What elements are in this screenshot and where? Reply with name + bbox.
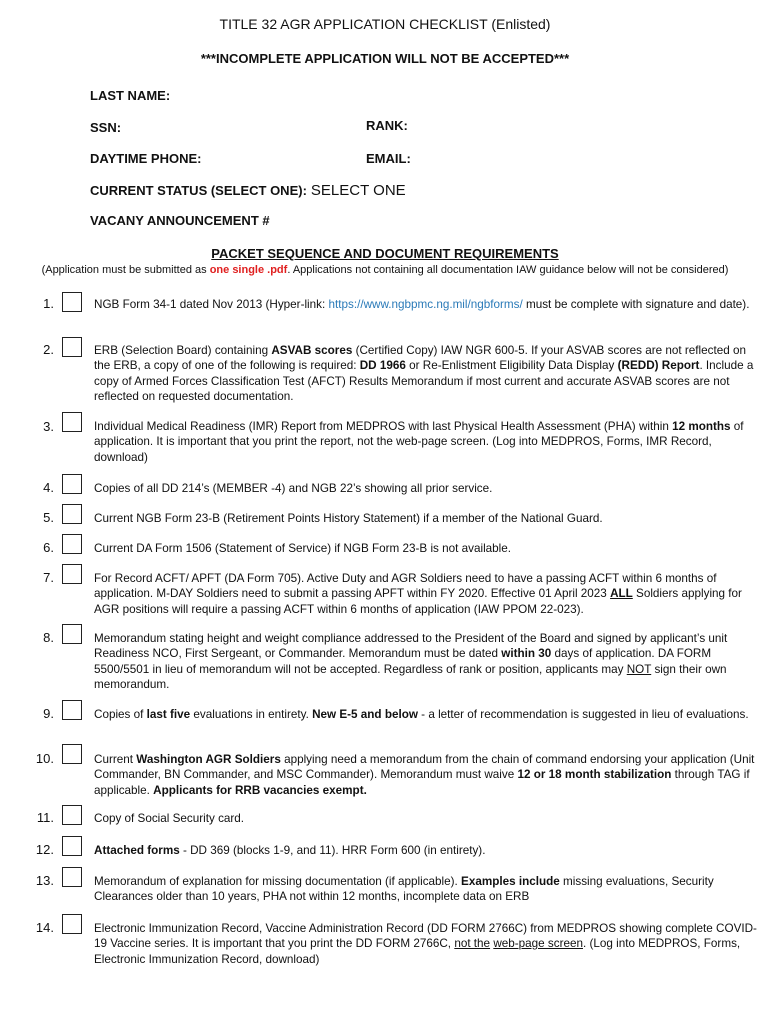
item-number: 11. <box>36 810 54 825</box>
section-heading: PACKET SEQUENCE AND DOCUMENT REQUIREMENTS <box>211 246 559 261</box>
item-text: Memorandum stating height and weight compliance addressed to the President of the Board and signed by applicant’s unit Readiness NCO, First Sergeant, or Commander. Memorandum must be dated within 30 days of application. DA FORM 5500/5501 in lieu of memorandum will not be accepted. Regardless of rank or position, applicants may NOT sign their own memorandum. <box>94 632 728 691</box>
current-status-label: CURRENT STATUS (SELECT ONE): <box>90 183 307 198</box>
email-label: EMAIL: <box>366 151 411 166</box>
item-number: 3. <box>43 419 54 434</box>
page-title: TITLE 32 AGR APPLICATION CHECKLIST (Enlisted) <box>219 16 551 32</box>
item-text: For Record ACFT/ APFT (DA Form 705). Active Duty and AGR Soldiers need to have a passing ACFT within 6 months of application. M-DAY Soldiers need to submit a passing APFT within FY 2020. Effective 01 April 2023 ALL Soldiers applying for AGR positions will require a passing ACFT within 6 months of application (IAW PPOM 22-023). <box>94 572 742 616</box>
item-number: 6. <box>43 540 54 555</box>
item-checkbox[interactable] <box>62 744 82 764</box>
current-status-select[interactable]: SELECT ONE <box>310 182 406 199</box>
item-text: Individual Medical Readiness (IMR) Report from MEDPROS with last Physical Health Assessment (PHA) within 12 months of application. It is important that you print the report, not the web-page screen. (Log into MEDPROS, Forms, IMR Record, download) <box>94 420 744 464</box>
item-text: Current NGB Form 23-B (Retirement Points History Statement) if a member of the National Guard. <box>94 512 603 525</box>
submission-note: (Application must be submitted as one single .pdf. Applications not containing all documentation IAW guidance below will not be considered) <box>41 264 729 276</box>
item-number: 4. <box>43 480 54 495</box>
item-number: 12. <box>35 842 54 857</box>
item-checkbox[interactable] <box>62 836 82 856</box>
item-text: Copy of Social Security card. <box>94 812 245 825</box>
item-text: Attached forms - DD 369 (blocks 1-9, and 11). HRR Form 600 (in entirety). <box>94 844 486 857</box>
item-checkbox[interactable] <box>62 914 82 934</box>
vacancy-announcement-label: VACANY ANNOUNCEMENT # <box>90 213 270 228</box>
item-checkbox[interactable] <box>62 504 82 524</box>
item-number: 13. <box>35 873 54 888</box>
single-pdf-emphasis: one single .pdf <box>209 264 288 276</box>
item-text: NGB Form 34-1 dated Nov 2013 (Hyper-link: https://www.ngbpmc.ng.mil/ngbforms/ must be complete with signature and date). <box>94 298 750 311</box>
item-text: Memorandum of explanation for missing documentation (if applicable). Examples include missing evaluations, Security Clearances older than 10 years, PHA not within 12 months, incomplete data on ERB <box>94 875 714 904</box>
item-checkbox[interactable] <box>62 337 82 357</box>
item-checkbox[interactable] <box>62 700 82 720</box>
item-text: ERB (Selection Board) containing ASVAB scores (Certified Copy) IAW NGR 600-5. If your ASVAB scores are not reflected on the ERB, a copy of one of the following is required: DD 1966 or Re-Enlistment Eligibility Data Display (REDD) Report. Include a copy of Armed Forces Classification Test (AFCT) Results Memorandum if most current and accurate ASVAB scores are not reflected on requested documentation. <box>94 344 754 403</box>
item-checkbox[interactable] <box>62 867 82 887</box>
daytime-phone-label: DAYTIME PHONE: <box>90 151 202 166</box>
current-status-row <box>90 182 406 199</box>
item-number: 14. <box>35 920 54 935</box>
incomplete-warning: ***INCOMPLETE APPLICATION WILL NOT BE ACCEPTED*** <box>200 51 570 66</box>
item-text: Copies of all DD 214’s (MEMBER -4) and NGB 22’s showing all prior service. <box>94 482 493 495</box>
item-checkbox[interactable] <box>62 564 82 584</box>
last-name-label: LAST NAME: <box>90 88 171 103</box>
item-text: Copies of last five evaluations in entirety. New E-5 and below - a letter of recommendation is suggested in lieu of evaluations. <box>94 708 749 721</box>
item-text: Electronic Immunization Record, Vaccine Administration Record (DD FORM 2766C) from MEDPROS showing complete COVID-19 Vaccine series. It is important that you print the DD FORM 2766C, not the web-page screen. (Log into MEDPROS, Forms, Electronic Immunization Record, download) <box>94 922 757 966</box>
item-checkbox[interactable] <box>62 624 82 644</box>
item-checkbox[interactable] <box>62 534 82 554</box>
item-number: 2. <box>43 342 54 357</box>
item-number: 7. <box>43 570 54 585</box>
item-number: 5. <box>43 510 54 525</box>
ssn-label: SSN: <box>90 120 122 135</box>
item-text: Current Washington AGR Soldiers applying need a memorandum from the chain of command endorsing your application (Unit Commander, BN Commander, and MSC Commander). Memorandum must waive 12 or 18 month stabilization through TAG if applicable. Applicants for RRB vacancies exempt. <box>94 753 755 797</box>
item-checkbox[interactable] <box>62 805 82 825</box>
item-number: 10. <box>35 751 54 766</box>
ngb-forms-link[interactable]: https://www.ngbpmc.ng.mil/ngbforms/ <box>328 298 523 311</box>
rank-label: RANK: <box>366 118 408 133</box>
item-checkbox[interactable] <box>62 292 82 312</box>
item-number: 1. <box>43 296 54 311</box>
item-checkbox[interactable] <box>62 474 82 494</box>
item-checkbox[interactable] <box>62 412 82 432</box>
item-number: 8. <box>43 630 54 645</box>
item-text: Current DA Form 1506 (Statement of Service) if NGB Form 23-B is not available. <box>94 542 512 555</box>
item-number: 9. <box>43 706 54 721</box>
